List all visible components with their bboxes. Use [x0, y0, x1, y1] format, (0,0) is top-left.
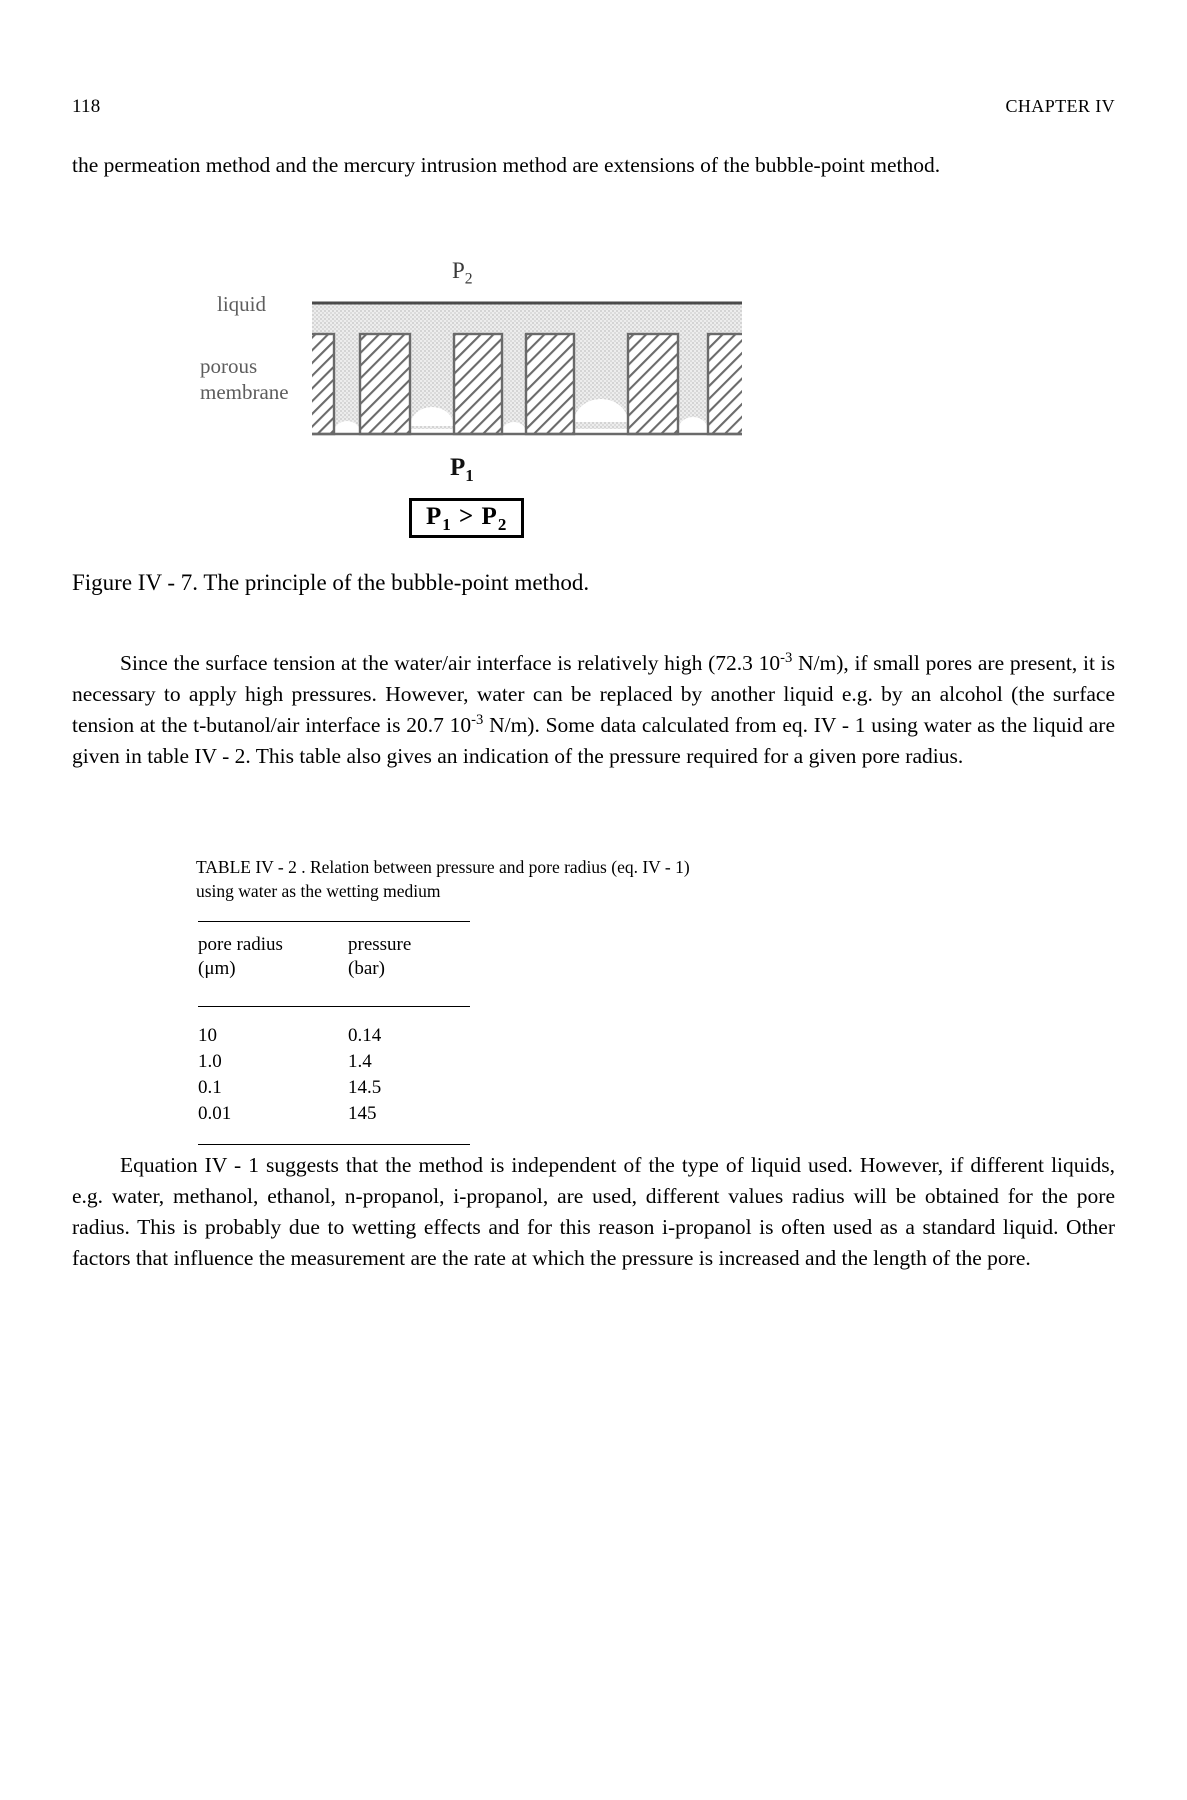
superscript-exponent: -3	[471, 711, 484, 728]
table-spacer	[198, 1008, 470, 1022]
table-iv-2	[196, 855, 756, 1146]
table-row	[198, 1100, 470, 1126]
figure-label-membrane: membrane	[200, 380, 289, 404]
table-spacer	[198, 1126, 470, 1145]
figure-label-porous: porous	[200, 354, 258, 378]
cell-pressure: 1.4	[348, 1051, 372, 1072]
table-unit-row	[198, 957, 470, 992]
membrane-diagram	[312, 298, 742, 448]
table-rule-bottom	[198, 1145, 470, 1147]
figure-label-liquid: liquid	[217, 292, 267, 316]
membrane-blocks	[312, 334, 742, 434]
text-run: N/m). Some data calculated from eq. IV - 1 using water as the liquid are given in table IV - 2. This table also gives an indication of the pressure required for a given pore radius.	[72, 713, 1115, 768]
column-unit-pore-radius: (μm)	[198, 958, 236, 979]
column-unit-pressure: (bar)	[348, 958, 385, 979]
table-header-row	[198, 923, 470, 957]
figure-pressure-p2-label: $P_2$	[452, 258, 473, 288]
table-row	[198, 1048, 470, 1074]
figure-pressure-p1-label: $P_1$	[450, 454, 474, 485]
paragraph-surface-tension	[72, 648, 1115, 772]
cell-pore-radius: 0.1	[198, 1077, 222, 1098]
column-header-pressure: pressure	[348, 934, 412, 955]
superscript-exponent: -3	[780, 649, 793, 666]
cell-pore-radius: 10	[198, 1025, 217, 1046]
figure-pressure-inequality: $P_1 > P_2$	[409, 498, 524, 538]
cell-pore-radius: 1.0	[198, 1051, 222, 1072]
column-header-pore-radius: pore radius	[198, 934, 283, 955]
figure-caption: Figure IV - 7. The principle of the bubble-point method.	[72, 570, 590, 595]
text-run: Since the surface tension at the water/air interface is relatively high (72.3 10	[120, 651, 781, 675]
paragraph-equation-discussion: Equation IV - 1 suggests that the method is independent of the type of liquid used. However, if different liquids, e.g. water, methanol, ethanol, n-propanol, i-propanol, are used, different values radius will be obtained for the pore radius. This is probably due to wetting effects and for this reason i-propanol is often used as a standard liquid. Other factors that influence the measurement are the rate at which the pressure is increased and the length of the pore.	[72, 1153, 1115, 1270]
chapter-title: CHAPTER IV	[1005, 96, 1115, 116]
cell-pressure: 14.5	[348, 1077, 382, 1098]
cell-pore-radius: 0.01	[198, 1103, 232, 1124]
table-caption-line-2: using water as the wetting medium	[196, 881, 441, 901]
table-row	[198, 1074, 470, 1100]
table-spacer	[198, 992, 470, 1007]
running-head	[72, 96, 1115, 118]
table-row	[198, 1022, 470, 1048]
liquid-region	[312, 302, 742, 438]
pressure-pore-radius-table	[198, 921, 470, 1146]
table-caption-line-1: TABLE IV - 2 . Relation between pressure and pore radius (eq. IV - 1)	[196, 857, 690, 877]
page-number: 118	[72, 96, 101, 117]
cell-pressure: 145	[348, 1103, 377, 1124]
table-caption	[196, 855, 756, 903]
cell-pressure: 0.14	[348, 1025, 382, 1046]
paragraph-intro: the permeation method and the mercury intrusion method are extensions of the bubble-point method.	[72, 153, 941, 177]
figure-iv-7	[72, 250, 1115, 560]
text-run: N/m), if small pores are present, it is necessary to apply high pressures. However, water can be replaced by another liquid e.g. by an alcohol (the surface tension at the t-butanol/air interface is 20.7 10	[72, 651, 1115, 737]
